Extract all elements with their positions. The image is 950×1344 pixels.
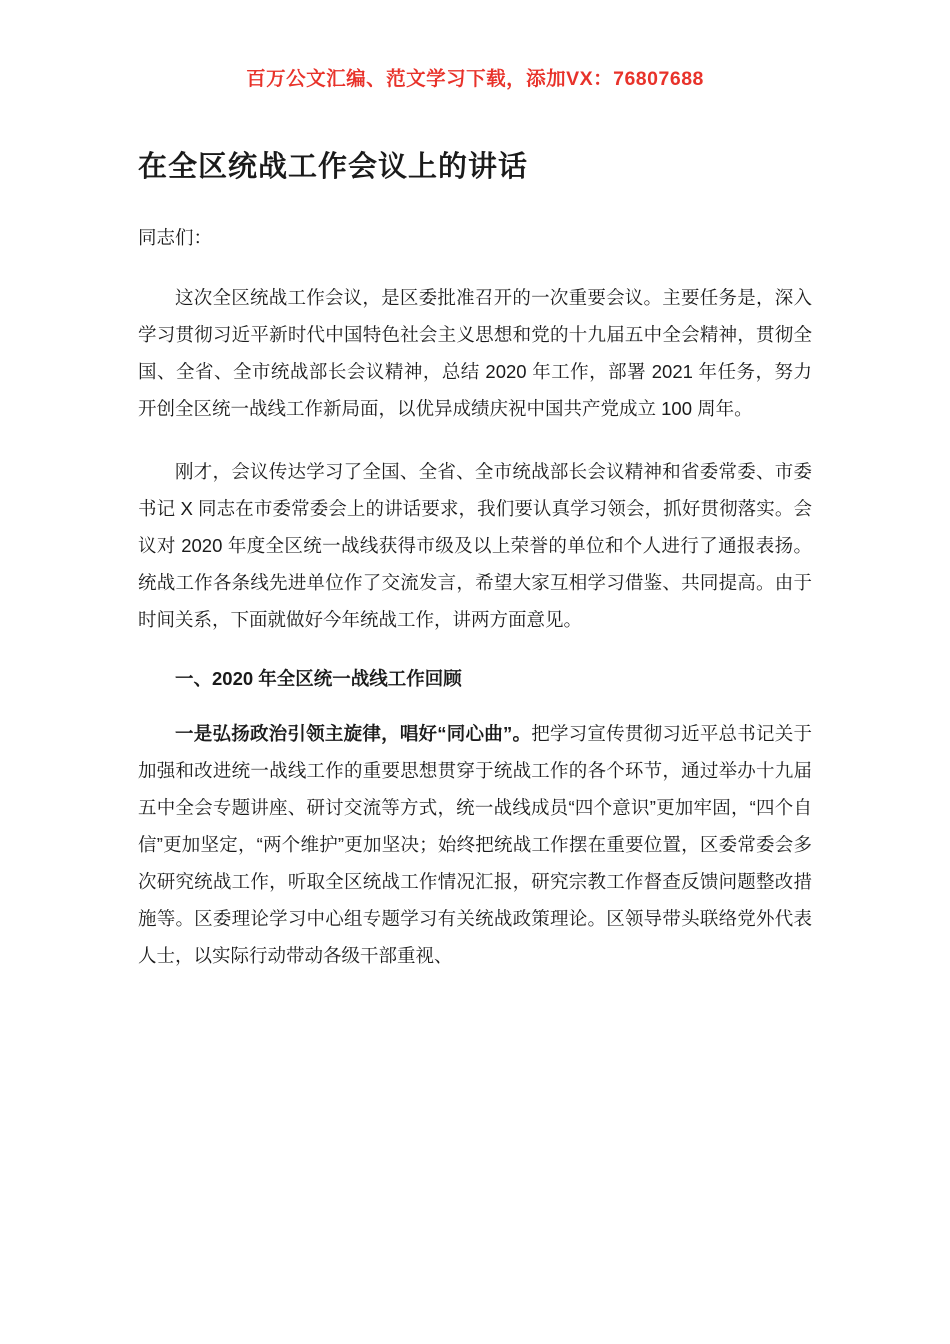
paragraph-2: 刚才，会议传达学习了全国、全省、全市统战部长会议精神和省委常委、市委书记 X 同志在市委常委会上的讲话要求，我们要认真学习领会，抓好贯彻落实。会议对 2020 年度全区统一战线获得市级及以上荣誉的单位和个人进行了通报表扬。统战工作各条线先进单位作了交流发言，希望大家互相学习借鉴、共同提高。由于时间关系，下面就做好今年统战工作，讲两方面意见。 [138, 460, 812, 630]
subsection-body: 把学习宣传贯彻习近平总书记关于加强和改进统一战线工作的重要思想贯穿于统战工作的各个环节，通过举办十九届五中全会专题讲座、研讨交流等方式，统一战线成员“四个意识”更加牢固，“四个自信”更加坚定，“两个维护”更加坚决；始终把统战工作摆在重要位置，区委常委会多次研究统战工作，听取全区统战工作情况汇报，研究宗教工作督查反馈问题整改措施等。区委理论学习中心组专题学习有关统战政策理论。区领导带头联络党外代表人士，以实际行动带动各级干部重视、 [138, 722, 812, 966]
subsection-paragraph [138, 715, 812, 974]
watermark-text: 百万公文汇编、范文学习下载，添加VX：76807688 [246, 68, 704, 90]
page-title: 在全区统战工作会议上的讲话 [138, 151, 529, 184]
salutation: 同志们： [138, 227, 213, 249]
subsection-lead: 一是弘扬政治引领主旋律，唱好“同心曲”。 [175, 722, 532, 744]
section-heading: 一、2020 年全区统一战线工作回顾 [175, 667, 462, 689]
paragraph-1: 这次全区统战工作会议，是区委批准召开的一次重要会议。主要任务是，深入学习贯彻习近平新时代中国特色社会主义思想和党的十九届五中全会精神，贯彻全国、全省、全市统战部长会议精神，总结 2020 年工作，部署 2021 年任务，努力开创全区统一战线工作新局面，以优异成绩庆祝中国共产党成立 100 周年。 [138, 286, 812, 419]
